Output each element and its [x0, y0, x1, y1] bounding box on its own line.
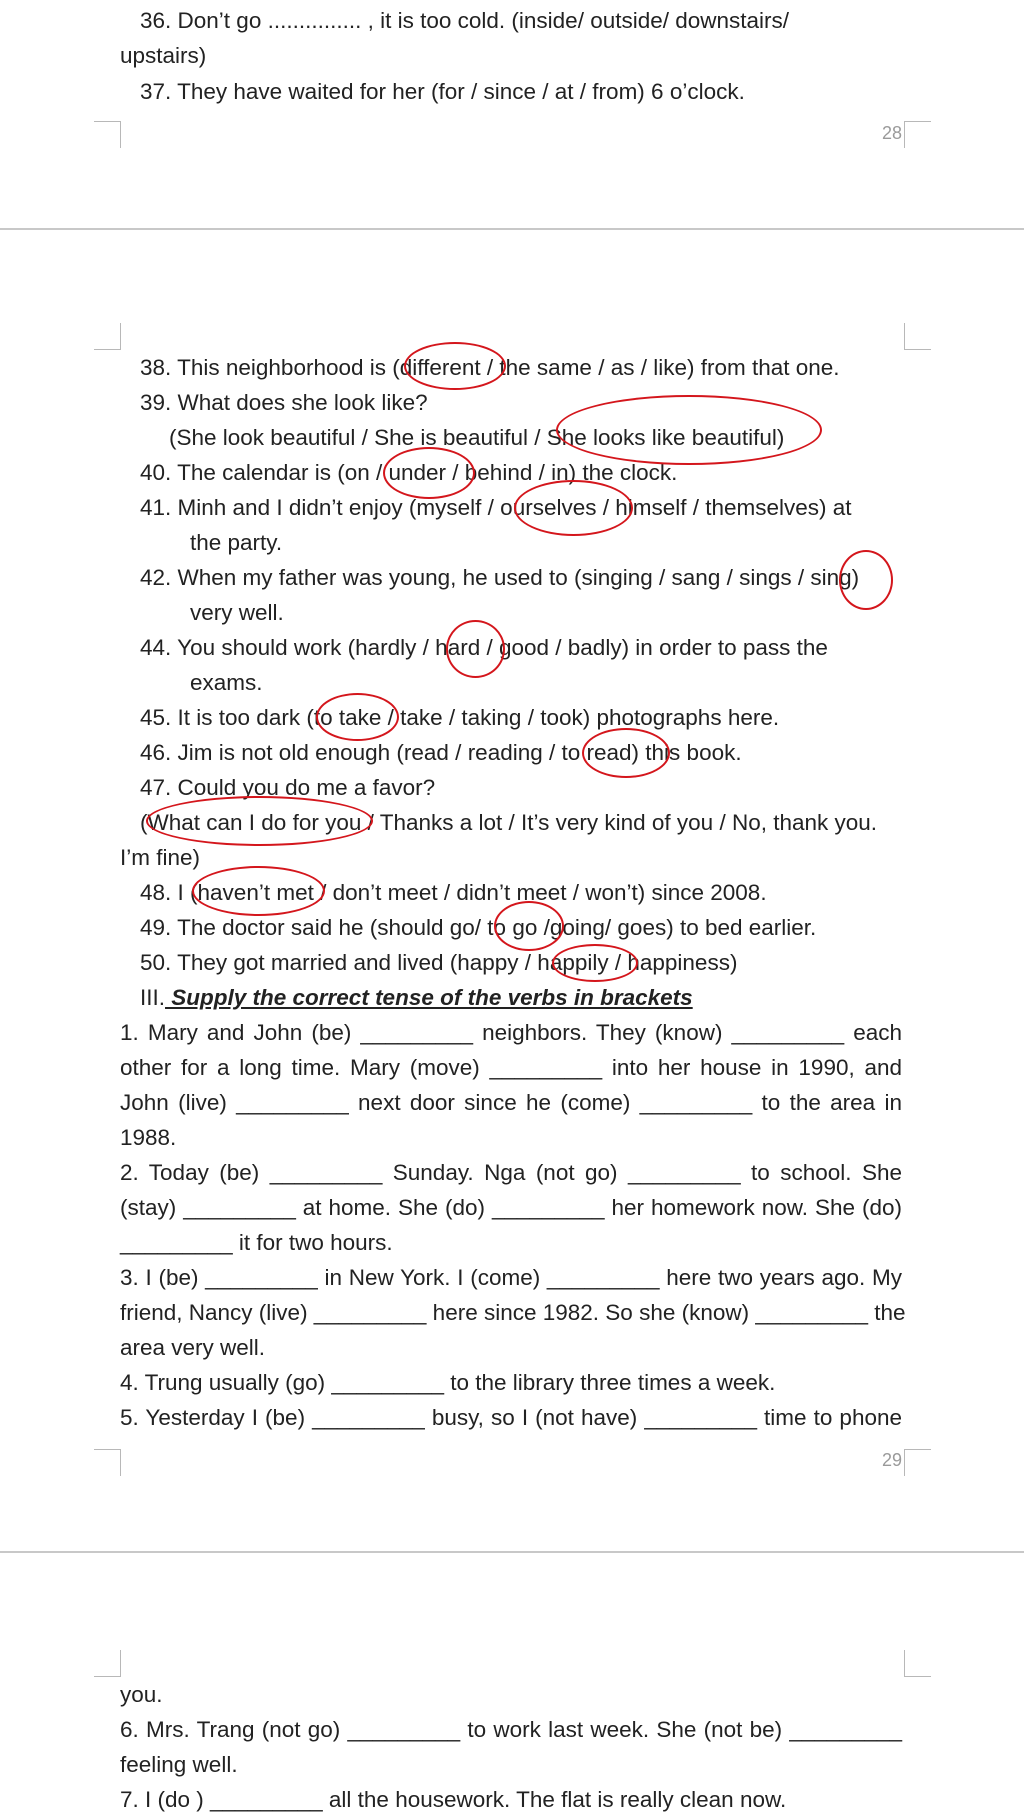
page-corner-mark — [904, 1449, 931, 1476]
question-37: 37. They have waited for her (for / since / at / from) 6 o’clock. — [140, 79, 745, 104]
question-47: 47. Could you do me a favor? — [140, 775, 436, 800]
answer-circle — [192, 866, 325, 916]
answer-circle — [839, 550, 893, 610]
page-number: 29 — [882, 1450, 903, 1470]
exercise-line: (stay) _________ at home. She (do) _________ her homework now. She (do) — [120, 1195, 902, 1220]
question-50: 50. They got married and lived (happy / happily / happiness) — [140, 950, 738, 975]
question-49: 49. The doctor said he (should go/ to go /going/ goes) to bed earlier. — [140, 915, 817, 940]
question-46: 46. Jim is not old enough (read / reading / to read) this book. — [140, 740, 742, 765]
answer-circle — [404, 342, 506, 390]
section-number: III. — [140, 985, 166, 1010]
page-corner-mark — [904, 121, 931, 148]
exercise-line: 7. I (do ) _________ all the housework. The flat is really clean now. — [120, 1787, 787, 1812]
question-41-continued: the party. — [190, 530, 283, 555]
page-separator — [0, 228, 1024, 230]
question-44: 44. You should work (hardly / hard / good / badly) in order to pass the — [140, 635, 828, 660]
exercise-line: 3. I (be) _________ in New York. I (come) _________ here two years ago. My — [120, 1265, 902, 1290]
page-number: 28 — [882, 123, 903, 143]
answer-circle — [514, 480, 633, 536]
exercise-line: 2. Today (be) _________ Sunday. Nga (not go) _________ to school. She — [120, 1160, 902, 1185]
question-44-continued: exams. — [190, 670, 263, 695]
question-39: 39. What does she look like? — [140, 390, 428, 415]
question-42: 42. When my father was young, he used to (singing / sang / sings / sing) — [140, 565, 860, 590]
page-corner-mark — [94, 1650, 121, 1677]
exercise-line: John (live) _________ next door since he (come) _________ to the area in — [120, 1090, 902, 1115]
answer-circle — [552, 944, 638, 982]
page-separator — [0, 1551, 1024, 1553]
section-title: Supply the correct tense of the verbs in brackets — [165, 985, 693, 1010]
question-38: 38. This neighborhood is (different / the same / as / like) from that one. — [140, 355, 840, 380]
exercise-line: other for a long time. Mary (move) _________ into her house in 1990, and — [120, 1055, 902, 1080]
answer-circle — [383, 447, 475, 499]
page-corner-mark — [904, 323, 931, 350]
question-41: 41. Minh and I didn’t enjoy (myself / ourselves / himself / themselves) at — [140, 495, 852, 520]
exercise-line: area very well. — [120, 1335, 266, 1360]
question-47-options: (What can I do for you / Thanks a lot / It’s very kind of you / No, thank you. — [140, 810, 878, 835]
exercise-line: you. — [120, 1682, 163, 1707]
exercise-line: 6. Mrs. Trang (not go) _________ to work last week. She (not be) _________ — [120, 1717, 902, 1742]
answer-circle — [146, 796, 373, 846]
question-40: 40. The calendar is (on / under / behind / in) the clock. — [140, 460, 678, 485]
page-corner-mark — [904, 1650, 931, 1677]
page-corner-mark — [94, 1449, 121, 1476]
question-45: 45. It is too dark (to take / take / taking / took) photographs here. — [140, 705, 780, 730]
question-47-continued: I’m fine) — [120, 845, 201, 870]
page-corner-mark — [94, 121, 121, 148]
section-heading — [140, 985, 693, 1011]
question-36-continued: upstairs) — [120, 43, 207, 68]
question-36: 36. Don’t go ............... , it is too cold. (inside/ outside/ downstairs/ — [140, 8, 790, 33]
exercise-line: 1988. — [120, 1125, 177, 1150]
exercise-line: _________ it for two hours. — [120, 1230, 393, 1255]
answer-circle — [494, 901, 564, 951]
exercise-line: 1. Mary and John (be) _________ neighbors. They (know) _________ each — [120, 1020, 902, 1045]
answer-circle — [316, 693, 399, 741]
answer-circle — [556, 395, 822, 465]
exercise-line: 5. Yesterday I (be) _________ busy, so I (not have) _________ time to phone — [120, 1405, 902, 1430]
question-39-options: (She look beautiful / She is beautiful / She looks like beautiful) — [169, 425, 785, 450]
exercise-line: 4. Trung usually (go) _________ to the library three times a week. — [120, 1370, 776, 1395]
page-corner-mark — [94, 323, 121, 350]
answer-circle — [582, 728, 670, 778]
exercise-line: feeling well. — [120, 1752, 238, 1777]
question-48: 48. I (haven’t met / don’t meet / didn’t meet / won’t) since 2008. — [140, 880, 767, 905]
question-42-continued: very well. — [190, 600, 284, 625]
exercise-line: friend, Nancy (live) _________ here since 1982. So she (know) _________ the — [120, 1300, 906, 1325]
answer-circle — [446, 620, 505, 678]
